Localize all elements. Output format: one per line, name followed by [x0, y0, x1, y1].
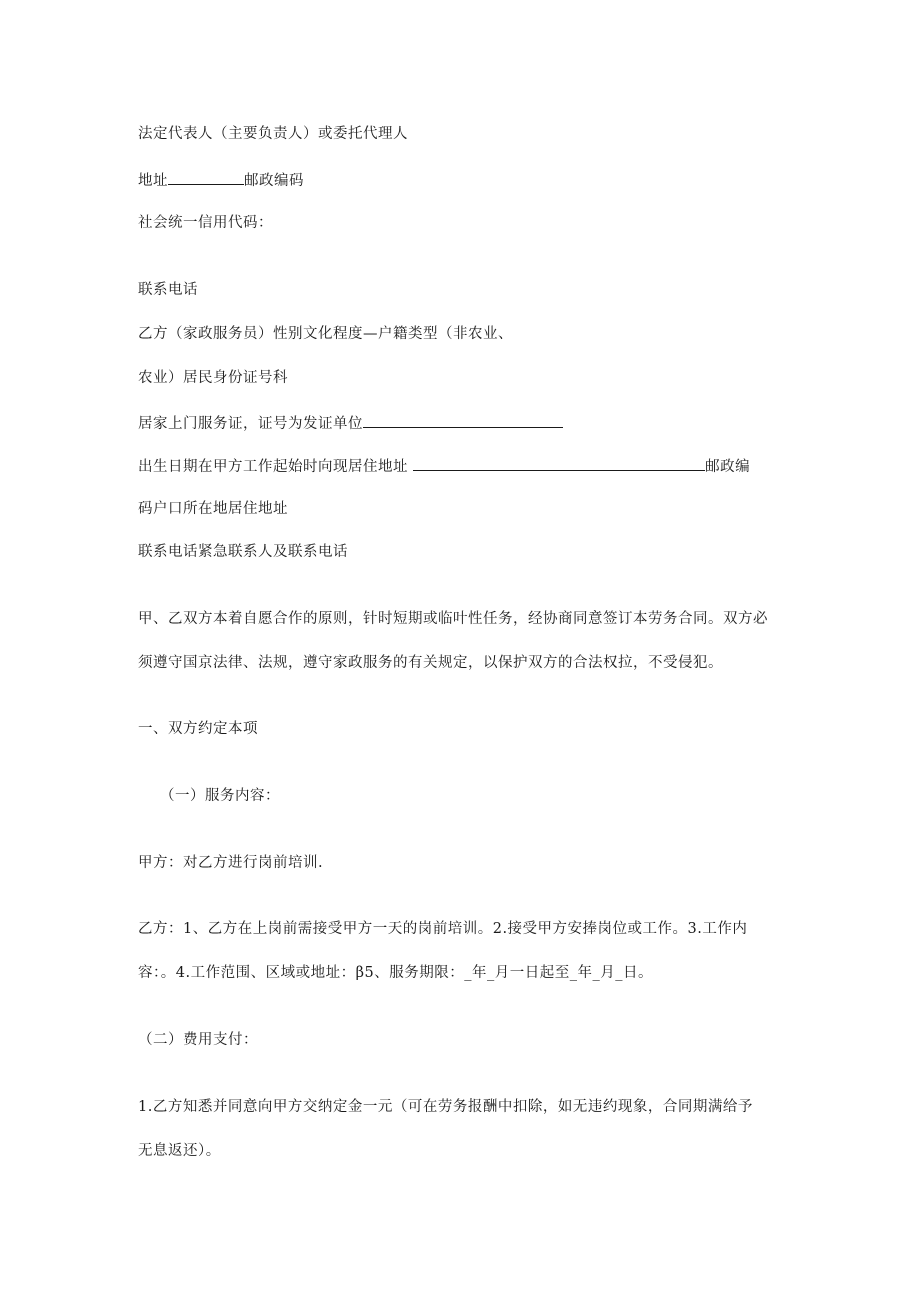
text-line-party-b: 乙方（家政服务员）性别文化程度—户籍类型（非农业、: [138, 326, 513, 342]
address-label: 地址: [138, 173, 168, 189]
text-line-birth-address: [138, 456, 750, 477]
text-line-agreement-2: 须遵守国京法律、法规，遵守家政服务的有关规定，以保护双方的合法权拉，不受侵犯。: [138, 655, 723, 671]
text-line-id-number: 农业）居民身份证号科: [138, 370, 288, 386]
subsection-heading-service: （一）服务内容：: [160, 788, 280, 804]
text-line-phone: 联系电话: [138, 282, 198, 298]
text-line-emergency: 联系电话紧急联系人及联系电话: [138, 544, 348, 560]
text-line-credit-code: 社会统一信用代码：: [138, 215, 273, 231]
text-line-party-a-duty: 甲方：对乙方进行岗前培训.: [138, 855, 324, 871]
text-line-service-cert: [138, 413, 563, 434]
text-line-address: [138, 170, 304, 191]
text-line-deposit-1: 1.乙方知悉并同意向甲方交纳定金一元（可在劳务报酬中扣除，如无违约现象，合同期满给予: [138, 1099, 753, 1115]
postcode-label: 邮政编码: [244, 173, 304, 189]
text-line-household: 码户口所在地居住地址: [138, 501, 288, 517]
text-line-deposit-2: 无息返还）。: [138, 1143, 221, 1159]
subsection-heading-fees: （二）费用支付：: [138, 1032, 258, 1048]
text-line-agreement-1: 甲、乙双方本着自愿合作的原则，针时短期或临叶性任务，经协商同意签订本劳务合同。双方必: [138, 611, 768, 627]
text-line-party-b-duty-2: 容：。4.工作范围、区域或地址：β5、服务期限：_年_月一日起至_年_月_日。: [138, 965, 653, 981]
section-heading-1: 一、双方约定本项: [138, 721, 258, 737]
text-line-party-b-duty-1: 乙方：1、乙方在上岗前需接受甲方一天的岗前培训。2.接受甲方安捧岗位或工作。3.工作内: [138, 921, 748, 937]
service-cert-label: 居家上门服务证，证号为发证单位: [138, 416, 363, 432]
postcode-label-2: 邮政编: [705, 459, 751, 475]
issuer-blank: [363, 413, 563, 428]
address-blank: [168, 170, 244, 185]
text-line-legal-rep: 法定代表人（主要负责人）或委托代理人: [138, 126, 408, 142]
birth-address-label: 出生日期在甲方工作起始时向现居住地址: [138, 459, 408, 475]
residence-blank: [413, 456, 705, 471]
